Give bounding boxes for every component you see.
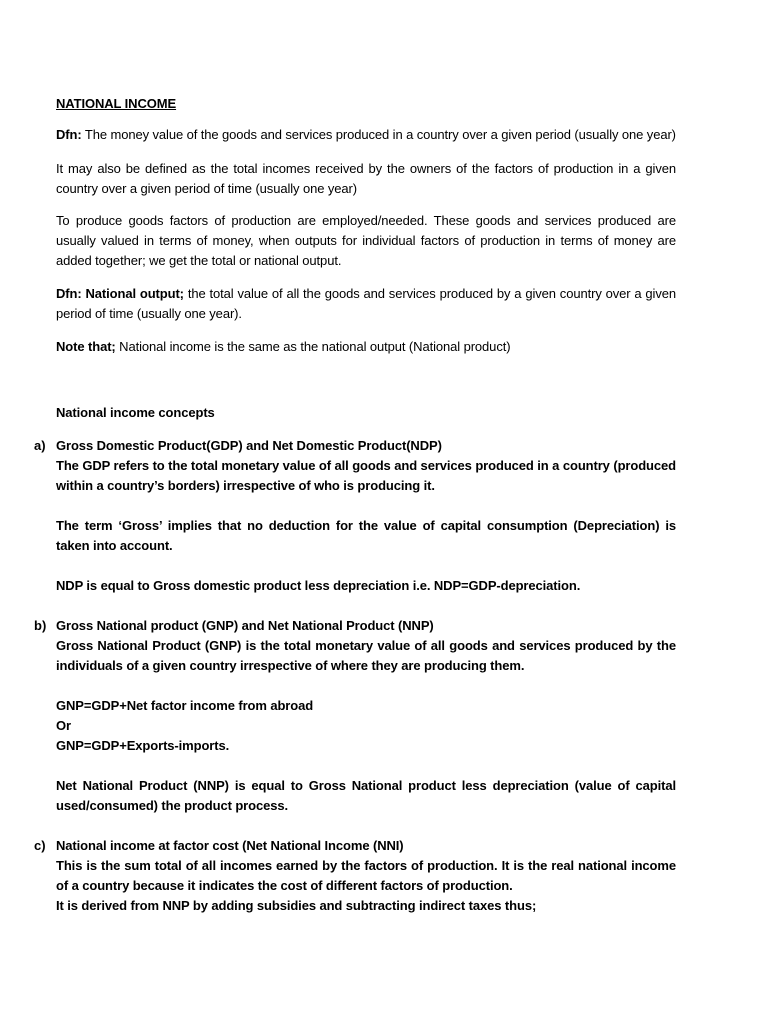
nni-heading: National income at factor cost (Net National Income (NNI) [56, 838, 404, 853]
gnp-heading: Gross National product (GNP) and Net National Product (NNP) [56, 618, 434, 633]
nni-definition: This is the sum total of all incomes earned by the factors of production. It is the real national income of a country because it indicates the cost of different factors of production. [56, 858, 676, 893]
definition-label: Dfn: [56, 127, 82, 142]
list-marker-c: c) [34, 838, 46, 853]
national-output-text: the total value of all the goods and services produced by a given country over a given period of time (usually one year). [56, 286, 677, 321]
gdp-heading: Gross Domestic Product(GDP) and Net Domestic Product(NDP) [56, 438, 442, 453]
gdp-definition: The GDP refers to the total monetary value of all goods and services produced in a country (produced within a country’s borders) irrespective of who is producing it. [56, 458, 676, 493]
gnp-formula-1: GNP=GDP+Net factor income from abroad [56, 698, 314, 713]
gross-term-paragraph: The term ‘Gross’ implies that no deduction for the value of capital consumption (Depreciation) is taken into account. [56, 518, 676, 553]
list-marker-b: b) [34, 618, 47, 633]
document-title: NATIONAL INCOME [56, 96, 177, 111]
alternate-definition-paragraph: It may also be defined as the total incomes received by the owners of the factors of production in a given country over a given period of time (usually one year) [56, 161, 676, 196]
nni-derivation: It is derived from NNP by adding subsidies and subtracting indirect taxes thus; [56, 898, 537, 913]
definition-text: The money value of the goods and services produced in a country over a given period (usually one year) [81, 127, 676, 142]
note-paragraph [56, 337, 676, 357]
production-paragraph: To produce goods factors of production are employed/needed. These goods and services produced are usually valued in terms of money, when outputs for individual factors of production in terms of money are added together; we get the total or national output. [56, 213, 676, 268]
gnp-formula-or: Or [56, 718, 71, 733]
note-label: Note that; [56, 339, 116, 354]
ndp-paragraph: NDP is equal to Gross domestic product less depreciation i.e. NDP=GDP-depreciation. [56, 578, 581, 593]
definition-paragraph [56, 125, 676, 145]
list-marker-a: a) [34, 438, 46, 453]
gnp-formula-2: GNP=GDP+Exports-imports. [56, 738, 230, 753]
national-output-label: Dfn: National output; [56, 286, 184, 301]
national-output-definition [56, 284, 676, 324]
note-text: National income is the same as the national output (National product) [115, 339, 511, 354]
concepts-heading: National income concepts [56, 405, 215, 420]
nnp-paragraph: Net National Product (NNP) is equal to Gross National product less depreciation (value of capital used/consumed) the product process. [56, 778, 676, 813]
gnp-definition: Gross National Product (GNP) is the total monetary value of all goods and services produced by the individuals of a given country irrespective of where they are producing them. [56, 638, 676, 673]
